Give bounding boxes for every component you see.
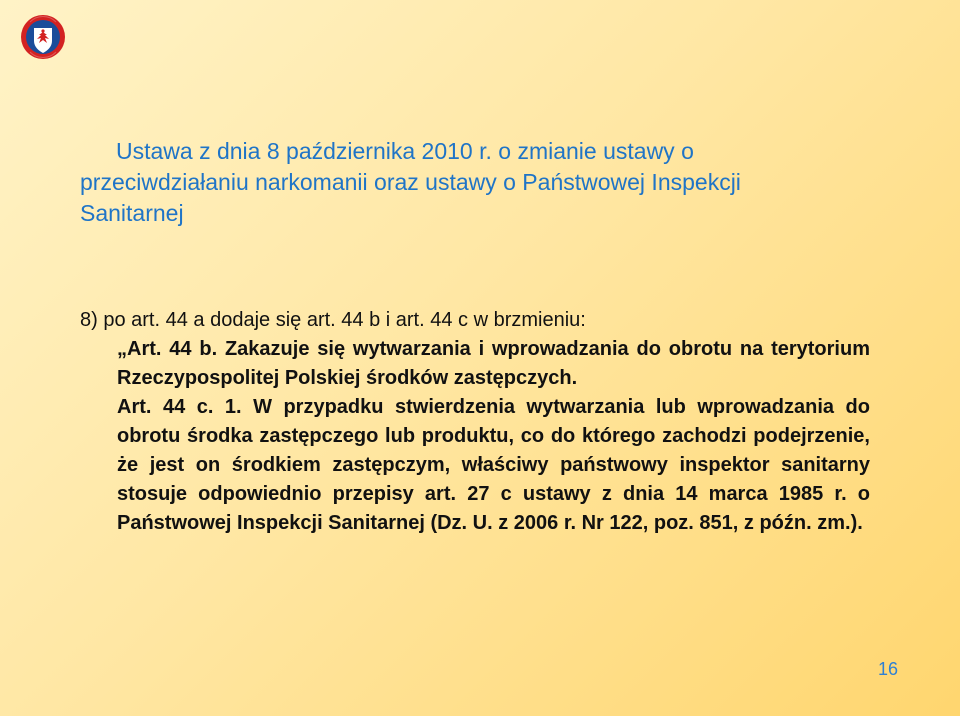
eagle-emblem-icon — [20, 14, 66, 60]
article-44b: „Art. 44 b. Zakazuje się wytwarzania i wprowadzania do obrotu na terytorium Rzeczypospolitej Polskiej środków zastępczych. — [117, 338, 870, 389]
title-line-3: Sanitarnej — [80, 200, 184, 226]
inspection-logo — [20, 14, 66, 60]
title-line-1: Ustawa z dnia 8 października 2010 r. o zmianie ustawy o — [116, 138, 694, 164]
article-44c: Art. 44 c. 1. W przypadku stwierdzenia wytwarzania lub wprowadzania do obrotu środka zastępczego lub produktu, co do którego zachodzi podejrzenie, że jest on środkiem zastępczym, właściwy państwowy inspektor sanitarny stosuje odpowiednio przepisy art. 27 c ustawy z dnia 14 marca 1985 r. o Państwowej Inspekcji Sanitarnej (Dz. U. z 2006 r. Nr 122, poz. 851, z późn. zm.). — [117, 396, 870, 534]
amendment-intro: 8) po art. 44 a dodaje się art. 44 b i art. 44 c w brzmieniu: — [80, 309, 586, 331]
amendment-text — [117, 335, 870, 538]
slide-title — [80, 136, 880, 229]
title-line-2: przeciwdziałaniu narkomanii oraz ustawy o Państwowej Inspekcji — [80, 169, 741, 195]
page-number: 16 — [877, 659, 898, 679]
slide-body — [80, 306, 870, 538]
